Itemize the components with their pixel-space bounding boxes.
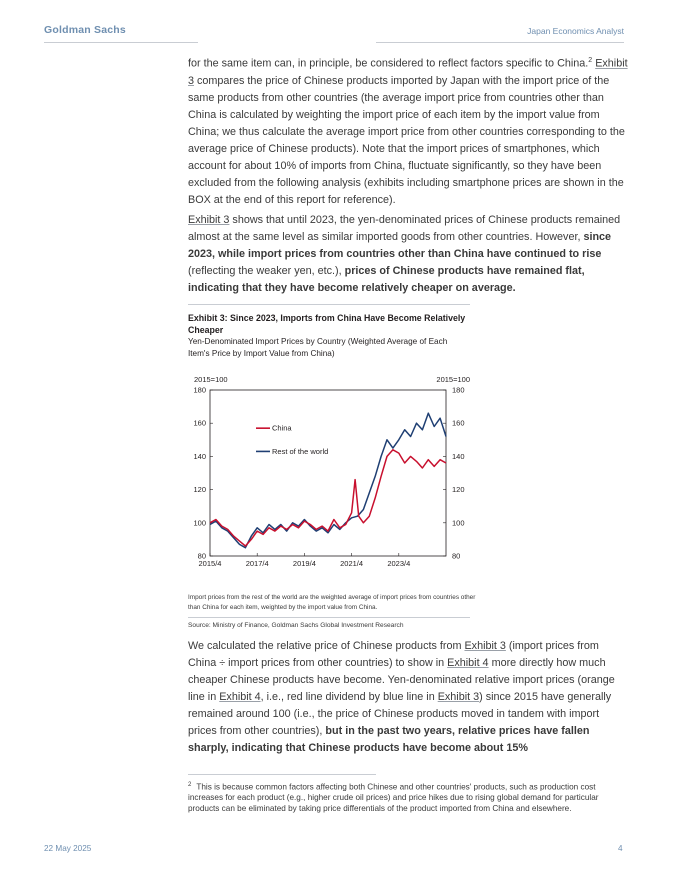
y-tick-label-right: 160 bbox=[452, 418, 465, 428]
footnote-rule bbox=[188, 774, 376, 775]
x-tick-label: 2021/4 bbox=[340, 559, 364, 568]
x-tick-label: 2017/4 bbox=[245, 559, 269, 568]
y-tick-label-left: 160 bbox=[193, 418, 206, 428]
y-tick-label-right: 180 bbox=[452, 385, 465, 395]
chart-svg bbox=[188, 370, 478, 576]
series-lines bbox=[210, 413, 446, 548]
exhibit-3-link[interactable]: Exhibit 3 bbox=[188, 214, 230, 226]
legend-label: Rest of the world bbox=[272, 446, 329, 456]
x-tick-label: 2019/4 bbox=[292, 559, 316, 568]
right-axis-unit-label: 2015=100 bbox=[436, 375, 470, 384]
p3-text-3: more directly how much cheaper Chinese products have become. Yen-denominated relative import prices (orange line in bbox=[188, 657, 615, 703]
chart-legend bbox=[256, 424, 328, 456]
header-rule-right bbox=[376, 42, 624, 43]
p1-lead: for the same item can, in principle, be considered to reflect factors specific to China. bbox=[188, 57, 589, 70]
y-tick-label-left: 140 bbox=[193, 451, 206, 461]
exhibit-title: Exhibit 3: Since 2023, Imports from China Have Become Relatively Cheaper bbox=[188, 313, 466, 335]
exhibit-3-link[interactable]: Exhibit 3 bbox=[188, 57, 628, 87]
exhibit-top-rule bbox=[188, 304, 470, 305]
exhibit-source-rule bbox=[188, 617, 470, 618]
exhibit-3-link[interactable]: Exhibit 3 bbox=[464, 640, 506, 652]
paragraph-2 bbox=[188, 212, 628, 297]
p2-text-1: shows that until 2023, the yen-denominated prices of Chinese products remained almost at the same level as similar imported goods from other countries. However, bbox=[188, 214, 621, 243]
y-tick-label-right: 140 bbox=[452, 451, 465, 461]
x-tick-label: 2015/4 bbox=[198, 559, 222, 568]
paragraph-1 bbox=[188, 52, 628, 209]
y-tick-label-right: 120 bbox=[452, 485, 465, 495]
footnote-number: 2 bbox=[188, 782, 192, 788]
exhibit-subtitle: Yen-Denominated Import Prices by Country (Weighted Average of Each Item's Price by Import Value from China) bbox=[188, 337, 448, 358]
y-tick-label-left: 100 bbox=[193, 518, 206, 528]
footnote-text: This is because common factors affecting both Chinese and other countries' products, such as production cost increases for each product (e.g., higher crude oil prices) and price hikes due to rising global demand for particular products can be eliminated by taking price differentials of the product imported from China and elsewhere. bbox=[188, 782, 599, 813]
page-number: 4 bbox=[618, 844, 623, 853]
publication-name: Japan Economics Analyst bbox=[527, 26, 624, 36]
paragraph-3 bbox=[188, 638, 628, 757]
exhibit-4-link[interactable]: Exhibit 4 bbox=[219, 691, 261, 703]
left-axis-unit-label: 2015=100 bbox=[194, 375, 228, 384]
y-tick-label-left: 120 bbox=[193, 485, 206, 495]
series-line-rest-of-the-world bbox=[210, 413, 446, 548]
p3-bold-1: but in the past two years, relative prices have fallen sharply, indicating that Chinese products have become about 15% bbox=[188, 725, 590, 754]
p3-text-2: (import prices from China ÷ import prices from other countries) to show in bbox=[188, 640, 599, 669]
y-tick-label-left: 180 bbox=[193, 385, 206, 395]
header-rule-left bbox=[44, 42, 198, 43]
series-line-china bbox=[210, 450, 446, 546]
line-chart bbox=[188, 370, 478, 576]
x-tick-label: 2023/4 bbox=[387, 559, 411, 568]
p3-text-1: We calculated the relative price of Chinese products from bbox=[188, 640, 465, 652]
y-tick-label-left: 80 bbox=[197, 551, 206, 561]
p3-text-4: , i.e., red line dividend by blue line in bbox=[260, 691, 438, 703]
brand-logo-text: Goldman Sachs bbox=[44, 24, 126, 36]
footer-date: 22 May 2025 bbox=[44, 844, 92, 853]
exhibit-source: Source: Ministry of Finance, Goldman Sachs Global Investment Research bbox=[188, 622, 404, 629]
exhibit-4-link[interactable]: Exhibit 4 bbox=[447, 657, 489, 669]
p2-text-2: (reflecting the weaker yen, etc.), bbox=[188, 265, 345, 277]
footnote-ref[interactable]: 2 bbox=[588, 57, 593, 64]
exhibit-3-link[interactable]: Exhibit 3 bbox=[437, 691, 480, 703]
footnote bbox=[188, 780, 628, 814]
y-tick-label-right: 80 bbox=[452, 551, 461, 561]
axis-ticks bbox=[193, 386, 464, 569]
p2-bold-1: since 2023, while import prices from countries other than China have continued to rise bbox=[188, 231, 612, 260]
y-tick-label-right: 100 bbox=[452, 518, 465, 528]
p3-text-5: ) since 2015 have generally remained around 100 (i.e., the price of Chinese products moved in tandem with import prices from other countries), bbox=[188, 691, 612, 737]
p2-bold-2: prices of Chinese products have remained flat, indicating that they have become relatively cheaper on average. bbox=[188, 265, 585, 294]
p1-rest: compares the price of Chinese products imported by Japan with the import price of the same products from other countries (the average import price from countries other than China is calculated by weighting the import price of each item by the import value from China; we thus calculate the average import price from other countries corresponding to the average price of Chinese products). Note that the import prices of smartphones, which account for about 10% of imports from China, fluctuate significantly, so they have been excluded from the following analysis (exhibits including smartphone prices are shown in the BOX at the end of this report for reference). bbox=[188, 74, 625, 206]
legend-label: China bbox=[272, 423, 292, 433]
exhibit-note: Import prices from the rest of the world are the weighted average of import prices from countries other than China for each item, weighted by the import value from China. bbox=[188, 594, 476, 611]
